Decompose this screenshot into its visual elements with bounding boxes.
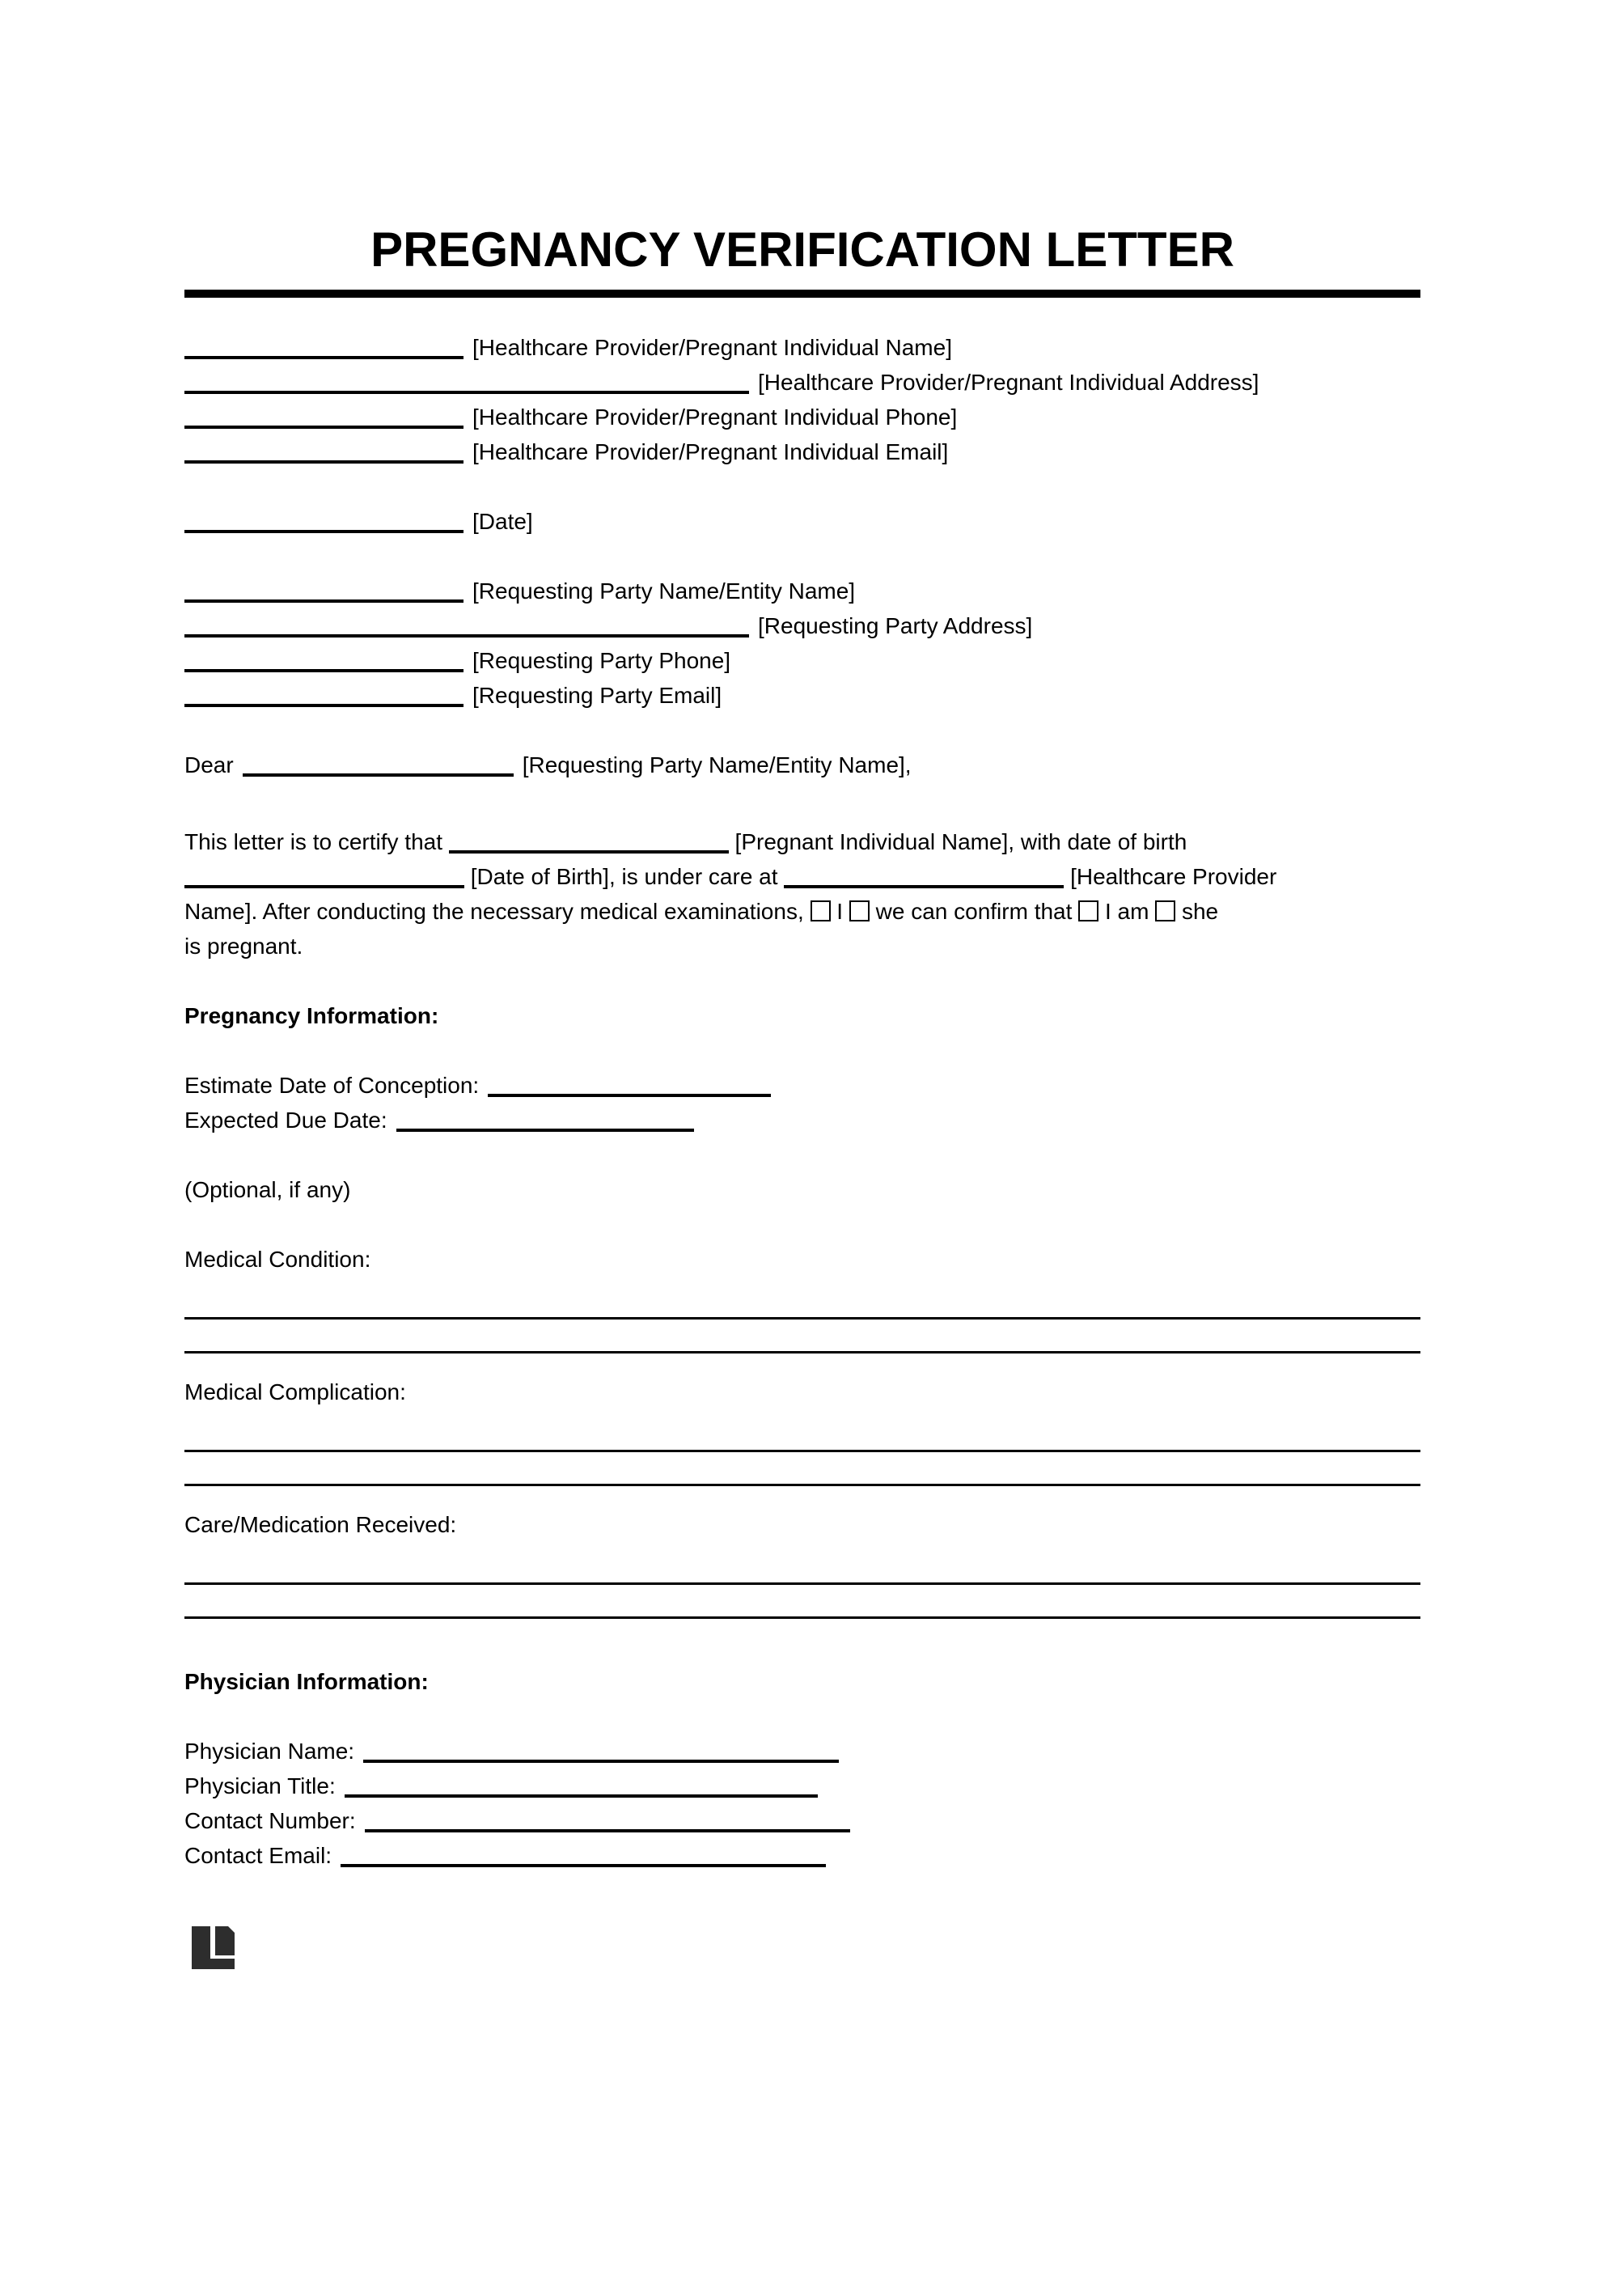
salutation-blank-line[interactable] <box>243 752 514 777</box>
form-field-row <box>184 608 1420 643</box>
certification-paragraph <box>184 824 1420 964</box>
blank-line[interactable] <box>784 864 1064 888</box>
answer-line[interactable] <box>184 1585 1420 1619</box>
field-label: Estimate Date of Conception: <box>184 1073 480 1098</box>
form-field-row <box>184 1838 1420 1873</box>
optional-note: (Optional, if any) <box>184 1177 351 1202</box>
requesting-party-block <box>184 574 1420 713</box>
paragraph-line <box>184 824 1420 859</box>
section-label: Medical Condition: <box>184 1247 371 1272</box>
form-field-row <box>184 504 1420 539</box>
field-label: Physician Name: <box>184 1739 355 1764</box>
field-label: [Date] <box>472 509 533 534</box>
form-field-row <box>184 678 1420 713</box>
answer-line[interactable] <box>184 1542 1420 1585</box>
legal-templates-logo-icon <box>192 1926 235 1969</box>
blank-line[interactable] <box>184 864 464 888</box>
answer-line[interactable] <box>184 1277 1420 1320</box>
blank-line[interactable] <box>184 648 463 672</box>
detail-section <box>184 1242 1420 1353</box>
legal-templates-logo <box>192 1926 235 1969</box>
form-field-row <box>184 1803 1420 1838</box>
field-label: [Requesting Party Name/Entity Name] <box>472 578 856 604</box>
blank-line[interactable] <box>184 613 749 638</box>
form-field-row <box>184 643 1420 678</box>
checkbox[interactable] <box>811 900 831 921</box>
blank-line[interactable] <box>184 683 463 707</box>
form-field-row <box>184 1769 1420 1803</box>
blank-line[interactable] <box>184 370 749 394</box>
field-label: Expected Due Date: <box>184 1108 387 1133</box>
field-label: [Healthcare Provider/Pregnant Individual Email] <box>472 439 949 464</box>
blank-line[interactable] <box>345 1773 818 1798</box>
detail-section <box>184 1507 1420 1619</box>
document-page <box>0 222 1600 2296</box>
title-rule <box>184 290 1420 298</box>
paragraph-text: we can confirm that <box>869 899 1079 924</box>
field-label: Physician Title: <box>184 1773 336 1798</box>
paragraph-text: [Date of Birth], is under care at <box>464 864 785 889</box>
field-label: [Healthcare Provider/Pregnant Individual Phone] <box>472 405 958 430</box>
section-label: Care/Medication Received: <box>184 1512 457 1537</box>
checkbox[interactable] <box>1155 900 1175 921</box>
salutation-prefix: Dear <box>184 752 234 777</box>
field-label: [Requesting Party Phone] <box>472 648 731 673</box>
section-label: Medical Complication: <box>184 1379 406 1404</box>
blank-line[interactable] <box>184 439 463 464</box>
document-title: PREGNANCY VERIFICATION LETTER <box>370 222 1234 277</box>
blank-line[interactable] <box>363 1739 839 1763</box>
form-field-row <box>184 574 1420 608</box>
paragraph-text: [Pregnant Individual Name], with date of birth <box>728 829 1187 854</box>
form-field-row <box>184 365 1420 400</box>
paragraph-line <box>184 859 1420 894</box>
paragraph-text: Name]. After conducting the necessary medical examinations, <box>184 899 811 924</box>
blank-line[interactable] <box>184 578 463 603</box>
paragraph-line <box>184 894 1420 929</box>
paragraph-text: she <box>1175 899 1219 924</box>
blank-line[interactable] <box>184 509 463 533</box>
pregnancy-detail-sections <box>184 1242 1420 1619</box>
field-label: Contact Email: <box>184 1843 332 1868</box>
answer-line[interactable] <box>184 1452 1420 1486</box>
field-label: [Requesting Party Email] <box>472 683 722 708</box>
blank-line[interactable] <box>184 405 463 429</box>
field-label: [Healthcare Provider/Pregnant Individual Name] <box>472 335 952 360</box>
form-field-row <box>184 1068 1420 1103</box>
checkbox[interactable] <box>849 900 870 921</box>
paragraph-line <box>184 929 1420 964</box>
blank-line[interactable] <box>488 1073 771 1097</box>
answer-line[interactable] <box>184 1409 1420 1452</box>
form-field-row <box>184 330 1420 365</box>
answer-line[interactable] <box>184 1320 1420 1353</box>
form-field-row <box>184 400 1420 434</box>
form-field-row <box>184 1734 1420 1769</box>
pregnancy-dates-block <box>184 1068 1420 1137</box>
paragraph-text: I am <box>1098 899 1156 924</box>
blank-line[interactable] <box>396 1108 694 1132</box>
field-label: Contact Number: <box>184 1808 356 1833</box>
field-label: [Healthcare Provider/Pregnant Individual Address] <box>758 370 1259 395</box>
blank-line[interactable] <box>449 829 729 854</box>
field-label: [Requesting Party Address] <box>758 613 1033 638</box>
detail-section <box>184 1375 1420 1486</box>
provider-contact-block <box>184 330 1420 469</box>
form-field-row <box>184 434 1420 469</box>
paragraph-text: I <box>830 899 849 924</box>
salutation-line <box>184 748 1420 782</box>
checkbox[interactable] <box>1078 900 1098 921</box>
blank-line[interactable] <box>184 335 463 359</box>
date-block <box>184 504 1420 539</box>
blank-line[interactable] <box>365 1808 850 1832</box>
paragraph-text: is pregnant. <box>184 934 303 959</box>
physician-fields-block <box>184 1734 1420 1873</box>
paragraph-text: [Healthcare Provider <box>1064 864 1277 889</box>
form-field-row <box>184 1103 1420 1137</box>
salutation-label: [Requesting Party Name/Entity Name], <box>522 752 912 777</box>
blank-line[interactable] <box>341 1843 826 1867</box>
paragraph-text: This letter is to certify that <box>184 829 449 854</box>
physician-info-heading: Physician Information: <box>184 1669 429 1694</box>
pregnancy-info-heading: Pregnancy Information: <box>184 1003 439 1028</box>
